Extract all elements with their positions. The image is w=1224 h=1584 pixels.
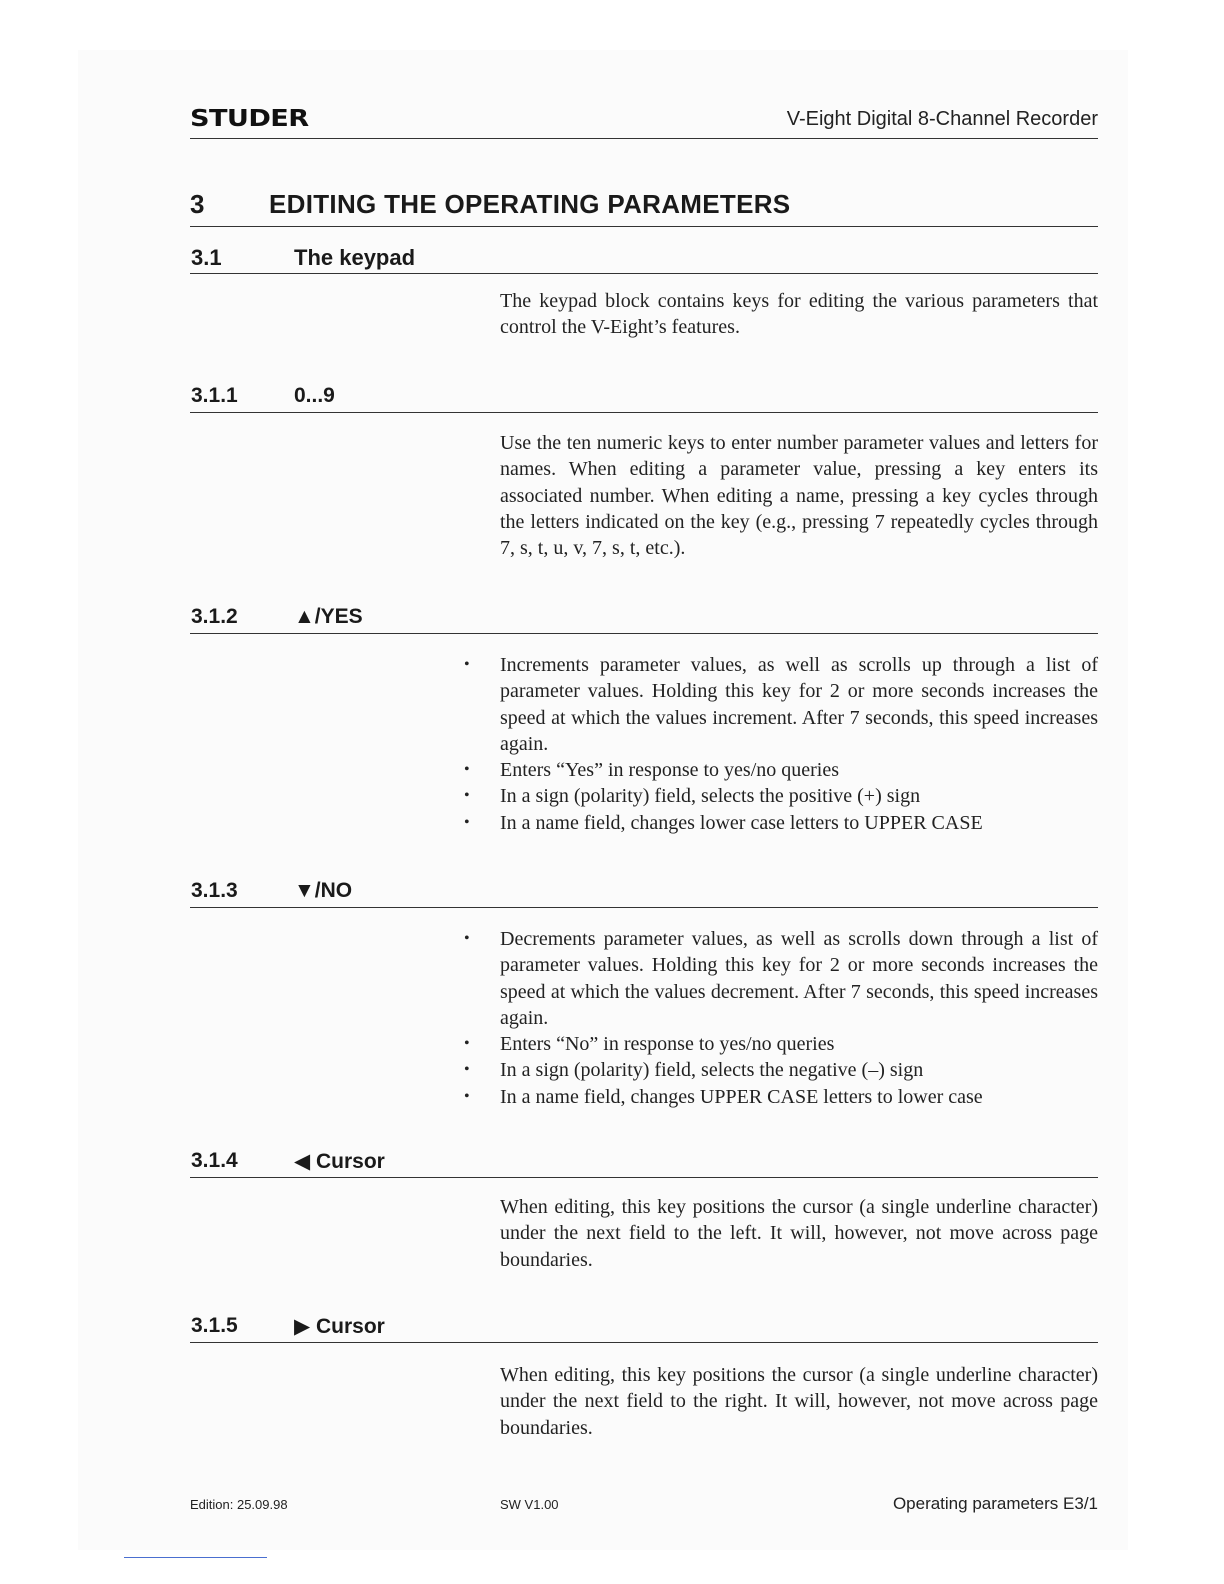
paragraph: When editing, this key positions the cursor (a single underline character) under the next field to the right. It will, however, not move across page boundaries. <box>500 1364 1098 1439</box>
section-number: 3.1 <box>191 245 222 270</box>
section-title: ▶ Cursor <box>294 1315 385 1338</box>
bullet-item: • Enters “Yes” in response to yes/no queries <box>500 757 1098 783</box>
section-number: 3.1.4 <box>191 1149 238 1172</box>
section-heading-cursor-right <box>190 1309 1098 1343</box>
page-header <box>190 106 1098 139</box>
section-heading-numeric-keys <box>190 379 1098 413</box>
divider <box>124 1557 267 1558</box>
section-body-numeric-keys <box>500 430 1098 561</box>
section-title: 0...9 <box>294 384 335 407</box>
studer-logo: STUDER <box>190 106 309 132</box>
section-number: 3.1.5 <box>191 1314 238 1337</box>
chapter-number: 3 <box>190 189 205 219</box>
section-number: 3.1.1 <box>191 384 238 407</box>
section-heading-no-key <box>190 874 1098 908</box>
section-title: The keypad <box>294 245 416 270</box>
section-heading-keypad <box>190 240 1098 274</box>
section-body-yes-key <box>500 652 1098 836</box>
bullet-item: • In a name field, changes lower case letters to UPPER CASE <box>500 810 1098 836</box>
document-title: V-Eight Digital 8-Channel Recorder <box>786 108 1098 130</box>
bullet-item: • Increments parameter values, as well as scrolls up through a list of parameter values. Holding this key for 2 or more seconds increases the speed at which the values increment. After 7 seconds, this speed increases again. <box>500 652 1098 757</box>
bullet-item: • Decrements parameter values, as well as scrolls down through a list of parameter values. Holding this key for 2 or more seconds increases the speed at which the values decrement. After 7 seconds, this speed increases again. <box>500 926 1098 1031</box>
section-title: ▼/NO <box>294 879 353 902</box>
section-body-no-key <box>500 926 1098 1110</box>
chapter-heading <box>190 184 1098 227</box>
section-heading-cursor-left <box>190 1144 1098 1178</box>
section-number: 3.1.2 <box>191 605 238 628</box>
bullet-item: • In a sign (polarity) field, selects the negative (–) sign <box>500 1057 1098 1083</box>
footer-edition: Edition: 25.09.98 <box>190 1497 288 1512</box>
section-body-keypad <box>500 288 1098 341</box>
paragraph: Use the ten numeric keys to enter number parameter values and letters for names. When editing a parameter value, pressing a key enters its associated number. When editing a name, pressing a key cycles through the letters indicated on the key (e.g., pressing 7 repeatedly cycles through 7, s, t, u, v, 7, s, t, etc.). <box>500 432 1098 560</box>
section-title: ▲/YES <box>294 605 363 628</box>
bullet-item: • Enters “No” in response to yes/no queries <box>500 1031 1098 1057</box>
footer-software-version: SW V1.00 <box>500 1497 559 1512</box>
section-number: 3.1.3 <box>191 879 238 902</box>
section-body-cursor-left <box>500 1194 1098 1273</box>
section-heading-yes-key <box>190 600 1098 634</box>
paragraph: When editing, this key positions the cursor (a single underline character) under the next field to the left. It will, however, not move across page boundaries. <box>500 1196 1098 1271</box>
bullet-item: • In a name field, changes UPPER CASE letters to lower case <box>500 1084 1098 1110</box>
bullet-item: • In a sign (polarity) field, selects the positive (+) sign <box>500 783 1098 809</box>
chapter-title: EDITING THE OPERATING PARAMETERS <box>269 189 791 219</box>
paragraph: The keypad block contains keys for editing the various parameters that control the V-Eight’s features. <box>500 290 1098 339</box>
section-title: ◀ Cursor <box>294 1150 385 1173</box>
section-body-cursor-right <box>500 1362 1098 1441</box>
footer-page-reference: Operating parameters E3/1 <box>892 1494 1098 1513</box>
